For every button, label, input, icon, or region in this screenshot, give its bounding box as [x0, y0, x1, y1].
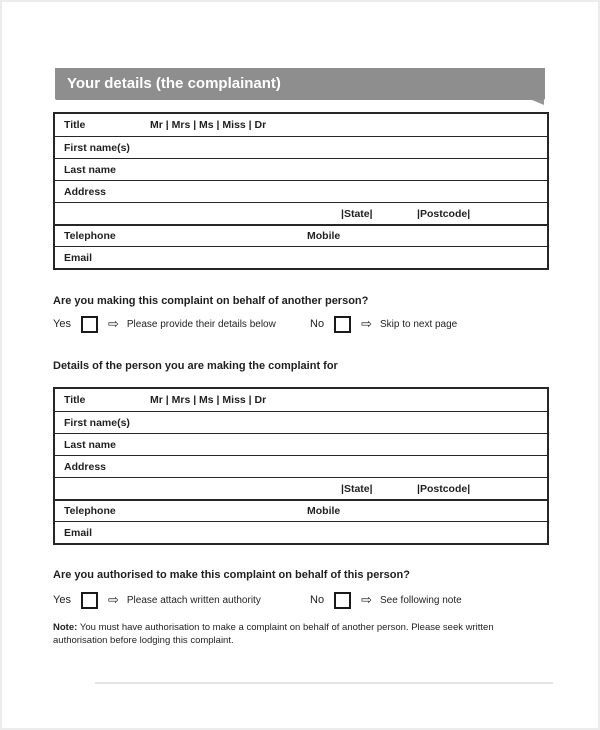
- address-label: Address: [64, 185, 107, 198]
- section-header-label: Your details (the complainant): [67, 75, 281, 92]
- telephone-label: Telephone: [64, 505, 116, 517]
- arrow-right-icon: ⇨: [107, 316, 119, 332]
- table-row-title: [55, 114, 547, 136]
- title-options[interactable]: Mr | Mrs | Ms | Miss | Dr: [150, 394, 267, 406]
- note-label: Note:: [53, 622, 80, 633]
- question1-yes-group: [53, 316, 276, 332]
- no-checkbox[interactable]: [334, 592, 351, 609]
- table-row-state-postcode: [55, 477, 547, 499]
- question2-answer-row: [53, 592, 547, 608]
- last-name-label: Last name: [64, 438, 116, 451]
- subject-details-table: [53, 387, 549, 545]
- no-hint: See following note: [379, 594, 462, 606]
- mobile-label: Mobile: [307, 505, 341, 517]
- postcode-label: |Postcode|: [417, 482, 471, 495]
- table-row-email: [55, 246, 547, 268]
- table-row-title: [55, 389, 547, 411]
- email-label: Email: [64, 251, 93, 264]
- telephone-label: Telephone: [64, 230, 116, 242]
- no-label: No: [310, 594, 325, 606]
- arrow-right-icon: ⇨: [107, 592, 119, 608]
- table-row-email: [55, 521, 547, 543]
- no-hint: Skip to next page: [379, 318, 458, 330]
- title-label: Title: [64, 119, 86, 131]
- table-row-state-postcode: [55, 202, 547, 224]
- telephone-mobile-input[interactable]: [55, 501, 547, 521]
- table-row-telephone-mobile: [55, 224, 547, 246]
- telephone-mobile-input[interactable]: [55, 226, 547, 246]
- yes-label: Yes: [53, 594, 71, 606]
- yes-hint: Please attach written authority: [126, 594, 261, 606]
- table-row-last-name: [55, 158, 547, 180]
- last-name-label: Last name: [64, 163, 116, 176]
- authorisation-note: [53, 621, 547, 648]
- section-header-complainant: [55, 68, 545, 100]
- footer-divider: [95, 682, 553, 684]
- yes-label: Yes: [53, 318, 71, 330]
- address-label: Address: [64, 460, 107, 473]
- section2-heading: Details of the person you are making the complaint for: [53, 360, 338, 372]
- arrow-right-icon: ⇨: [361, 316, 372, 332]
- last-name-input[interactable]: [55, 434, 547, 455]
- table-row-address: [55, 180, 547, 202]
- title-options[interactable]: Mr | Mrs | Ms | Miss | Dr: [150, 119, 267, 131]
- complainant-details-table: [53, 112, 549, 270]
- question-authorised: Are you authorised to make this complaint on behalf of this person?: [53, 569, 410, 581]
- email-input[interactable]: [55, 522, 547, 543]
- table-row-first-name: [55, 411, 547, 433]
- last-name-input[interactable]: [55, 159, 547, 180]
- state-postcode-input[interactable]: [55, 478, 547, 499]
- question2-yes-group: [53, 592, 261, 608]
- table-row-last-name: [55, 433, 547, 455]
- arrow-right-icon: ⇨: [361, 592, 372, 608]
- note-text: You must have authorisation to make a complaint on behalf of another person. Please seek written authorisation before lodging this complaint.: [53, 622, 494, 647]
- first-name-label: First name(s): [64, 416, 130, 429]
- address-input[interactable]: [55, 456, 547, 477]
- question-on-behalf: Are you making this complaint on behalf of another person?: [53, 295, 369, 307]
- question1-no-group: [310, 316, 457, 332]
- email-input[interactable]: [55, 247, 547, 268]
- title-label: Title: [64, 394, 86, 406]
- mobile-label: Mobile: [307, 230, 341, 242]
- question1-answer-row: [53, 316, 547, 332]
- table-row-telephone-mobile: [55, 499, 547, 521]
- question2-no-group: [310, 592, 462, 608]
- no-label: No: [310, 318, 325, 330]
- no-checkbox[interactable]: [334, 316, 351, 333]
- yes-checkbox[interactable]: [81, 592, 98, 609]
- yes-checkbox[interactable]: [81, 316, 98, 333]
- state-postcode-input[interactable]: [55, 203, 547, 224]
- first-name-label: First name(s): [64, 141, 130, 154]
- email-label: Email: [64, 526, 93, 539]
- yes-hint: Please provide their details below: [126, 318, 276, 330]
- table-row-first-name: [55, 136, 547, 158]
- state-label: |State|: [341, 482, 373, 495]
- address-input[interactable]: [55, 181, 547, 202]
- postcode-label: |Postcode|: [417, 207, 471, 220]
- state-label: |State|: [341, 207, 373, 220]
- table-row-address: [55, 455, 547, 477]
